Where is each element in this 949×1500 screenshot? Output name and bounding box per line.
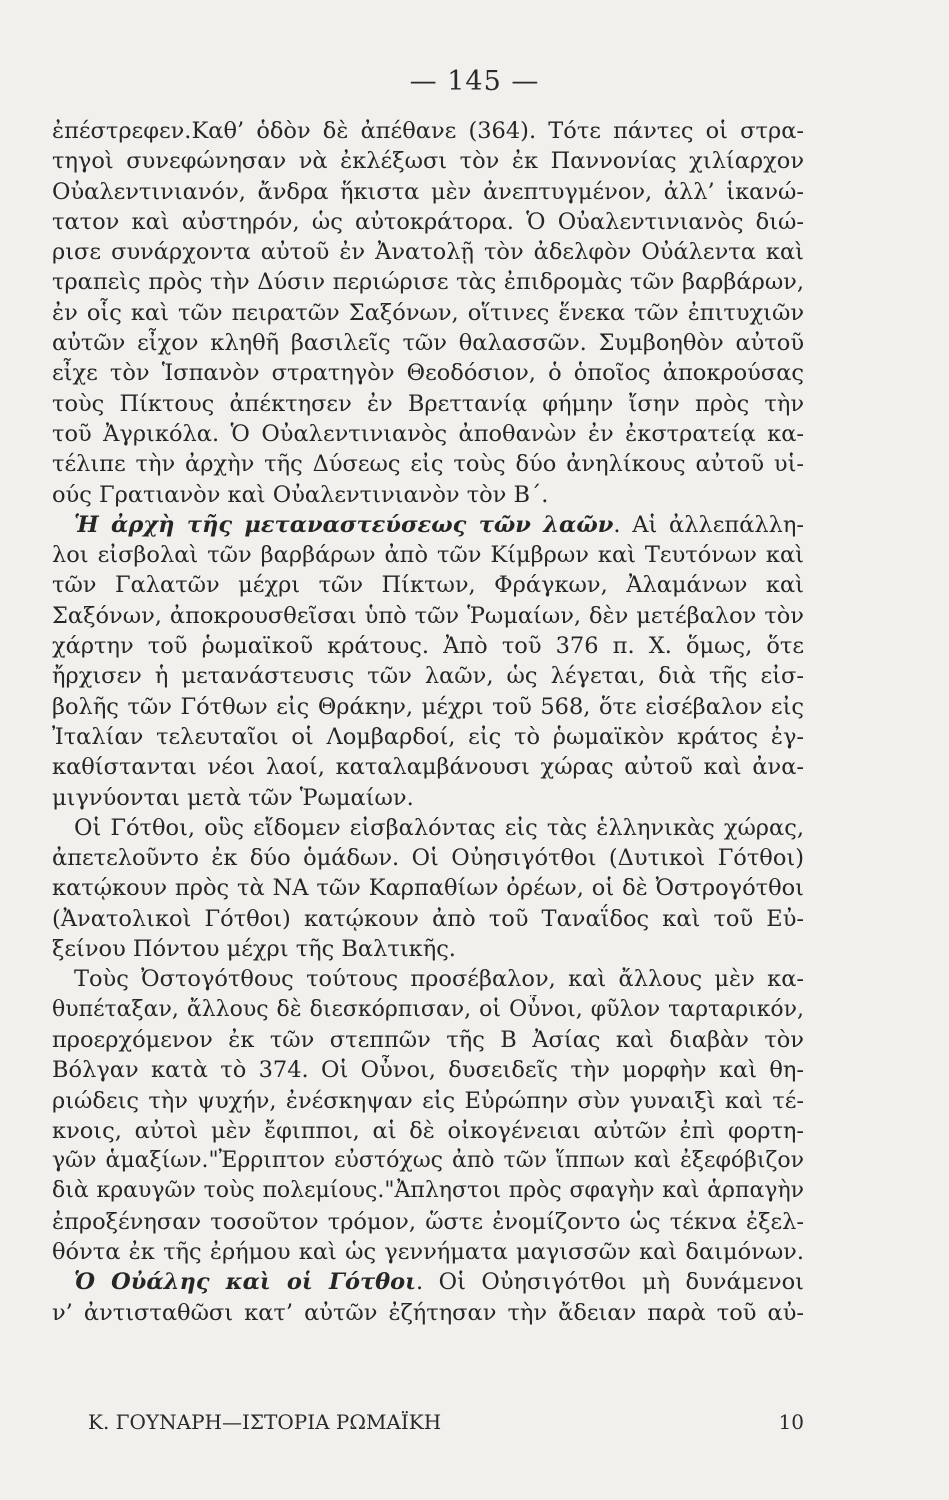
line-text: τραπεὶς πρὸς τὴν Δύσιν περιώρισε τὰς ἐπιδρομὰς τῶν βαρβάρων, (52, 269, 804, 296)
line-text: ἐπροξένησαν τοσοῦτον τρόμον, ὥστε ἐνομίζοντο ὡς τέκνα ἐξελ- (52, 1208, 804, 1235)
text-line (52, 146, 804, 176)
text-line (52, 298, 804, 328)
text-line (52, 328, 804, 358)
line-text: κατῴκουν πρὸς τὰ ΝΑ τῶν Καρπαθίων ὀρέων, οἱ δὲ Ὀστρογότθοι (52, 875, 804, 902)
line-text: τατον καὶ αὐστηρόν, ὡς αὐτοκράτορα. Ὁ Οὐαλεντινιανὸς διώ- (52, 208, 804, 235)
line-text: λοι εἰσβολαὶ τῶν βαρβάρων ἀπὸ τῶν Κίμβρων καὶ Τευτόνων καὶ (52, 542, 804, 569)
line-text: θόντα ἐκ τῆς ἐρήμου καὶ ὡς γεννήματα μαγισσῶν καὶ δαιμόνων. (52, 1238, 804, 1265)
text-line (52, 1086, 804, 1116)
line-text: (Ἀνατολικοὶ Γότθοι) κατῴκουν ἀπὸ τοῦ Ταναΐδος καὶ τοῦ Εὐ- (52, 905, 804, 932)
line-text: Σαξόνων, ἀποκρουσθεῖσαι ὑπὸ τῶν Ῥωμαίων, δὲν μετέβαλον τὸν (52, 602, 804, 629)
line-text: ούς Γρατιανὸν καὶ Οὐαλεντινιανὸν τὸν Β΄. (52, 481, 549, 508)
line-text: καθίστανται νέοι λαοί, καταλαμβάνουσι χώρας αὐτοῦ καὶ ἀνα- (52, 754, 804, 781)
text-line (52, 358, 804, 388)
text-line (52, 177, 804, 207)
body-text (52, 116, 804, 1328)
line-text: προερχόμενον ἐκ τῶν στεππῶν τῆς Β Ἀσίας καὶ διαβὰν τὸν (52, 1026, 804, 1053)
text-line (52, 237, 804, 267)
line-text: κνοις, αὐτοὶ μὲν ἔφιπποι, αἱ δὲ οἰκογένειαι αὐτῶν ἐπὶ φορτη- (52, 1117, 804, 1144)
footer-signature-number: 10 (778, 1410, 804, 1434)
text-line (52, 904, 804, 934)
text-line (52, 661, 804, 691)
line-text: Οἱ Γότθοι, οὓς εἴδομεν εἰσβαλόντας εἰς τὰς ἑλληνικὰς χώρας, (74, 814, 804, 841)
text-line (52, 995, 804, 1025)
text-line (52, 873, 804, 903)
footer-author-title: Κ. ΓΟΥΝΑΡΗ—ΙΣΤΟΡΙΑ ΡΩΜΑΪΚΗ (88, 1410, 442, 1434)
text-line (52, 1176, 804, 1206)
line-text: Ἰταλίαν τελευταῖοι οἱ Λομβαρδοί, εἰς τὸ ῥωμαϊκὸν κράτος ἐγ- (52, 723, 804, 750)
line-text: μιγνύονται μετὰ τῶν Ῥωμαίων. (52, 784, 414, 811)
text-line (52, 934, 804, 964)
line-text: τηγοὶ συνεφώνησαν νὰ ἐκλέξωσι τὸν ἐκ Παννονίας χιλίαρχον (52, 148, 804, 175)
line-text: Βόλγαν κατὰ τὸ 374. Οἱ Οὖνοι, δυσειδεῖς τὴν μορφὴν καὶ θη- (52, 1057, 804, 1084)
line-text: τῶν Γαλατῶν μέχρι τῶν Πίκτων, Φράγκων, Ἀλαμάνων καὶ (52, 572, 804, 599)
line-text: ξείνου Πόντου μέχρι τῆς Βαλτικῆς. (52, 936, 456, 963)
text-line (52, 1055, 804, 1085)
text-line (52, 813, 804, 843)
line-text: εἶχε τὸν Ἱσπανὸν στρατηγὸν Θεοδόσιον, ὁ ὁποῖος ἀποκρούσας (52, 360, 804, 387)
text-line (52, 449, 804, 479)
text-line (52, 1116, 804, 1146)
line-text: τέλιπε τὴν ἀρχὴν τῆς Δύσεως εἰς τοὺς δύο ἀνηλίκους αὐτοῦ υἱ- (52, 451, 804, 478)
line-text: ἐν οἷς καὶ τῶν πειρατῶν Σαξόνων, οἵτινες ἕνεκα τῶν ἐπιτυχιῶν (52, 299, 804, 326)
text-line (52, 389, 804, 419)
line-text: χάρτην τοῦ ῥωμαϊκοῦ κράτους. Ἀπὸ τοῦ 376 π. Χ. ὅμως, ὅτε (52, 633, 804, 660)
text-line (52, 267, 804, 297)
line-text: Οὐαλεντινιανόν, ἄνδρα ἥκιστα μὲν ἀνεπτυγμένον, ἀλλ’ ἱκανώ- (52, 178, 804, 205)
text-line (52, 1207, 804, 1237)
line-text: Τοὺς Ὀστογότθους τούτους προσέβαλον, καὶ ἄλλους μὲν κα- (74, 966, 804, 993)
line-text: διὰ κραυγῶν τοὺς πολεμίους."Ἀπληστοι πρὸς σφαγὴν καὶ ἁρπαγὴν (52, 1178, 804, 1204)
line-text: . Αἱ ἀλλεπάλλη- (613, 511, 804, 538)
text-line (52, 843, 804, 873)
text-line (52, 631, 804, 661)
section-heading: Ὁ Οὐάλης καὶ οἱ Γότθοι (74, 1269, 416, 1296)
line-text: . Οἱ Οὐησιγότθοι μὴ δυνάμενοι (416, 1269, 804, 1296)
line-text: αὐτῶν εἶχον κληθῆ βασιλεῖς τῶν θαλασσῶν. Συμβοηθὸν αὐτοῦ (52, 330, 804, 357)
page-number: — 145 — (409, 66, 540, 97)
line-text: βολῆς τῶν Γότθων εἰς Θράκην, μέχρι τοῦ 568, ὅτε εἰσέβαλον εἰς (52, 693, 804, 720)
text-line (52, 570, 804, 600)
line-text: ἀπετελοῦντο ἐκ δύο ὁμάδων. Οἱ Οὐησιγότθοι (Δυτικοὶ Γότθοι) (52, 845, 804, 872)
text-line (52, 1267, 804, 1297)
text-line (52, 692, 804, 722)
section-heading: Ἡ ἀρχὴ τῆς μεταναστεύσεως τῶν λαῶν (74, 511, 614, 538)
text-line (52, 1298, 804, 1328)
text-line (52, 1025, 804, 1055)
line-text: γῶν ἁμαξίων."Ἐρριπτον εὐστόχως ἀπὸ τῶν ἵππων καὶ ἐξεφόβιζον (52, 1148, 804, 1174)
text-line (52, 116, 804, 146)
line-text: ἐπέστρεφεν.Καθ’ ὁδὸν δὲ ἀπέθανε (364). Τότε πάντες οἱ στρα- (52, 118, 804, 144)
line-text: ριώδεις τὴν ψυχήν, ἐνέσκηψαν εἰς Εὐρώπην σὺν γυναιξὶ καὶ τέ- (52, 1087, 804, 1114)
text-line (52, 540, 804, 570)
page-footer (88, 1410, 804, 1434)
line-text: ἤρχισεν ἡ μετανάστευσις τῶν λαῶν, ὡς λέγεται, διὰ τῆς εἰσ- (52, 663, 804, 690)
text-line (52, 722, 804, 752)
line-text: τοὺς Πίκτους ἀπέκτησεν ἐν Βρεττανίᾳ φήμην ἴσην πρὸς τὴν (52, 390, 804, 417)
text-line (52, 752, 804, 782)
line-text: ν’ ἀντισταθῶσι κατ’ αὐτῶν ἐζήτησαν τὴν ἄδειαν παρὰ τοῦ αὐ- (52, 1299, 804, 1326)
line-text: τοῦ Ἀγρικόλα. Ὁ Οὐαλεντινιανὸς ἀποθανὼν ἐν ἐκστρατείᾳ κα- (52, 420, 804, 447)
line-text: θυπέταξαν, ἄλλους δὲ διεσκόρπισαν, οἱ Οὖνοι, φῦλον ταρταρικόν, (52, 996, 804, 1022)
text-line (52, 1237, 804, 1267)
line-text: ρισε συνάρχοντα αὐτοῦ ἐν Ἀνατολῇ τὸν ἀδελφὸν Οὐάλεντα καὶ (52, 239, 804, 266)
text-line (52, 510, 804, 540)
text-line (52, 1146, 804, 1176)
text-line (52, 207, 804, 237)
text-line (52, 964, 804, 994)
text-line (52, 419, 804, 449)
text-line (52, 783, 804, 813)
text-line (52, 480, 804, 510)
text-line (52, 601, 804, 631)
